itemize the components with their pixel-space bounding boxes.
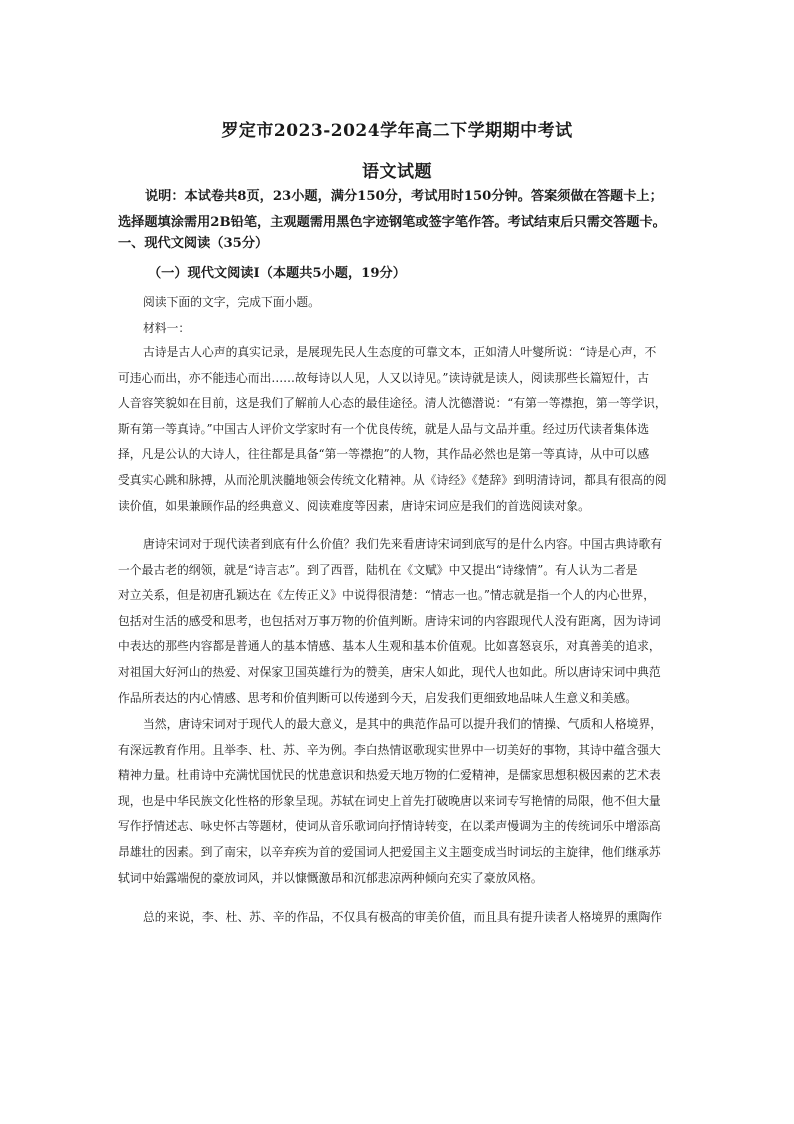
text-line: 一个最古老的纲领，就是“诗言志”。到了西晋，陆机在《文赋》中又提出“诗缘情”。有人认为二者是 (118, 562, 638, 577)
text-line: 当然，唐诗宋词对于现代人的最大意义，是其中的典范作品可以提升我们的情操、气质和人格境界， (143, 717, 663, 731)
text-line: 总的来说，李、杜、苏、辛的作品，不仅具有极高的审美价值，而且具有提升读者人格境界的熏陶作 (143, 910, 663, 924)
text-line: 现，也是中华民族文化性格的形象呈现。苏轼在词史上首先打破晚唐以来词专写艳情的局限，他不但大量 (118, 793, 661, 808)
text-line: 对立关系，但是初唐孔颖达在《左传正义》中说得很清楚：“情志一也。”情志就是指一个人的内心世界， (118, 588, 656, 603)
paragraph-4 (118, 905, 676, 931)
text-line: 中表达的那些内容都是普通人的基本情感、基本人生观和基本价值观。比如喜怒哀乐，对真善美的追求， (118, 639, 661, 654)
subsection-heading: （一）现代文阅读Ⅰ（本题共5小题，19分） (148, 266, 406, 281)
paragraph-3 (118, 712, 676, 891)
exam-subtitle: 语文试题 (362, 162, 432, 182)
text-line: 受真实心跳和脉搏，从而沦肌浃髓地领会传统文化精神。从《诗经》《楚辞》到明清诗词，都具有很高的阅 (118, 472, 667, 487)
text-line: 作品所表达的内心情感、思考和价值判断可以传递到今天，启发我们更细致地品味人生意义和美感。 (118, 690, 638, 705)
text-line: 昂雄壮的因素。到了南宋，以辛弃疾为首的爱国词人把爱国主义主题变成当时词坛的主旋律，他们继承苏 (118, 844, 661, 859)
paragraph-2 (118, 532, 676, 711)
text-line: 有深远教育作用。且举李、杜、苏、辛为例。李白热情讴歌现实世界中一切美好的事物，其诗中蕴含强大 (118, 742, 661, 757)
text-line: 包括对生活的感受和思考，也包括对万事万物的价值判断。唐诗宋词的内容跟现代人没有距离，因为诗词 (118, 613, 661, 628)
section-heading: 一、现代文阅读（35分） (118, 236, 269, 251)
text-line: 读价值，如果兼顾作品的经典意义、阅读难度等因素，唐诗宋词应是我们的首选阅读对象。 (118, 498, 590, 513)
text-line: 古诗是古人心声的真实记录，是展现先民人生态度的可靠文本，正如清人叶燮所说：“诗是心声，不 (143, 345, 657, 359)
text-line: 择，凡是公认的大诗人，往往都是具备“第一等襟抱”的人物，其作品必然也是第一等真诗，从中可以感 (118, 447, 650, 462)
reading-intro: 阅读下面的文字，完成下面小题。 (143, 295, 320, 309)
instruction-line: 选择题填涂需用2B铅笔，主观题需用黑色字迹钢笔或签字笔作答。考试结束后只需交答题卡。 (118, 215, 666, 230)
material-label: 材料一： (143, 321, 191, 335)
exam-instructions (118, 184, 678, 236)
text-line: 对祖国大好河山的热爱、对保家卫国英雄行为的赞美，唐宋人如此，现代人也如此。所以唐诗宋词中典范 (118, 664, 661, 679)
text-line: 精神力量。杜甫诗中充满忧国忧民的忧患意识和热爱天地万物的仁爱精神，是儒家思想积极因素的艺术表 (118, 768, 661, 783)
text-line: 写作抒情述志、咏史怀古等题材，使词从音乐歌词向抒情诗转变，在以柔声慢调为主的传统词乐中增添高 (118, 819, 661, 834)
instruction-line: 说明：本试卷共8页，23小题，满分150分，考试用时150分钟。答案须做在答题卡上； (145, 189, 663, 204)
text-line: 人音容笑貌如在目前，这是我们了解前人心态的最佳途径。清人沈德潜说：“有第一等襟抱，第一等学识， (118, 396, 667, 411)
text-line: 可违心而出，亦不能违心而出……故每诗以人见，人又以诗见。”读诗就是读人，阅读那些长篇短什，古 (118, 370, 649, 385)
exam-title: 罗定市2023-2024学年高二下学期期中考试 (221, 121, 573, 141)
text-line: 轼词中始露端倪的豪放词风，并以慷慨激昂和沉郁悲凉两种倾向充实了豪放风格。 (118, 870, 543, 885)
paragraph-1 (118, 340, 676, 519)
text-line: 斯有第一等真诗。”中国古人评价文学家时有一个优良传统，就是人品与文品并重。经过历代读者集体选 (118, 421, 649, 436)
text-line: 唐诗宋词对于现代读者到底有什么价值？我们先来看唐诗宋词到底写的是什么内容。中国古典诗歌有 (143, 537, 663, 551)
